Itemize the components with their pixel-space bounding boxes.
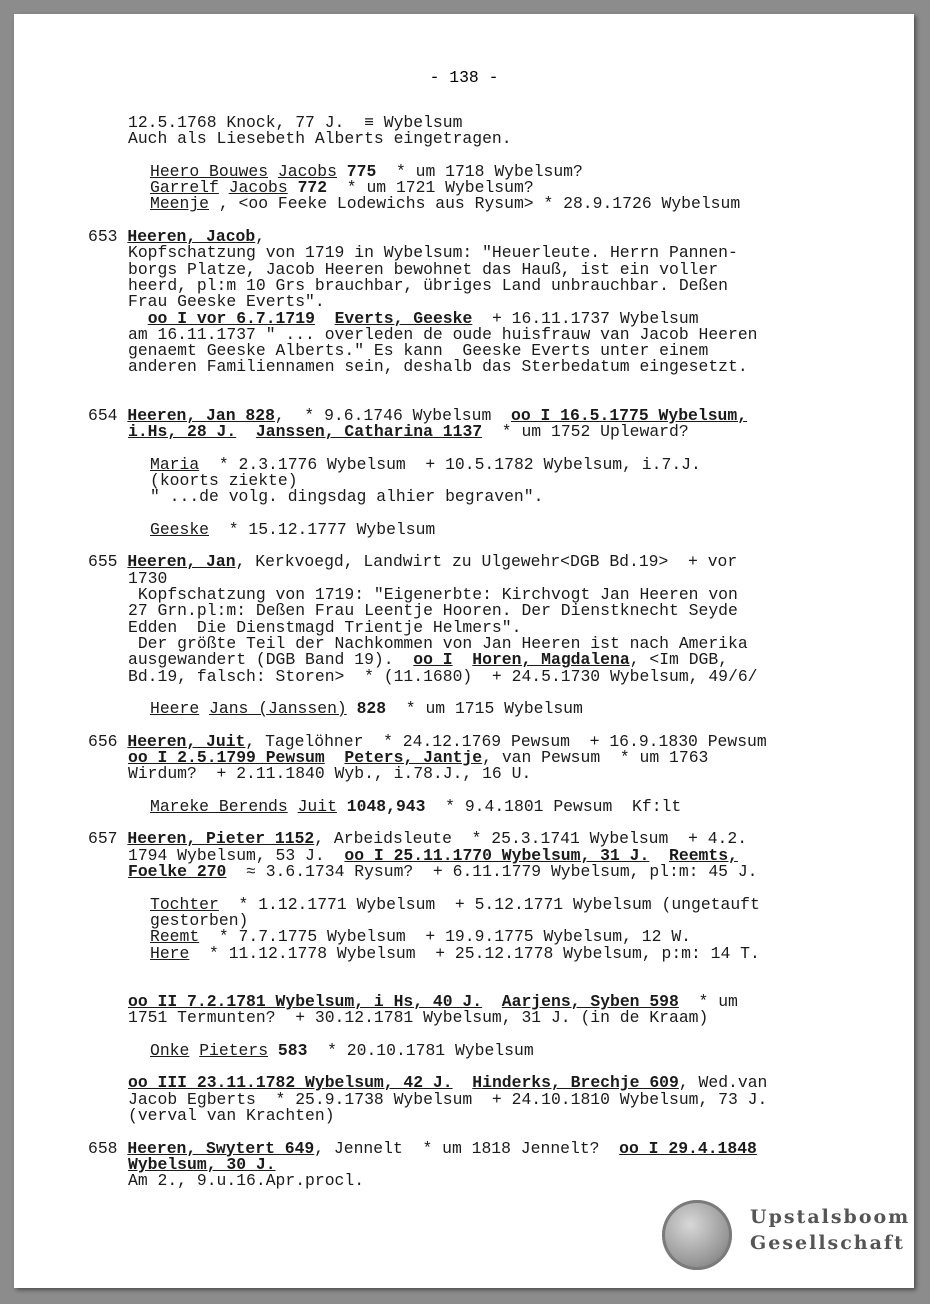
entry-656: 656 Heeren, Juit, Tagelöhner * 24.12.1769 Pewsum + 16.9.1830 Pewsum <box>88 731 767 751</box>
entry-654: 654 Heeren, Jan 828, * 9.6.1746 Wybelsum oo I 16.5.1775 Wybelsum, <box>88 405 748 425</box>
child-line: Tochter * 1.12.1771 Wybelsum + 5.12.1771 Wybelsum (ungetauft <box>150 894 760 914</box>
text-line: (verval van Krachten) <box>128 1105 335 1125</box>
child-line: Geeske * 15.12.1777 Wybelsum <box>150 519 436 539</box>
marriage-line: oo II 7.2.1781 Wybelsum, i Hs, 40 J. Aarjens, Syben 598 * um <box>128 991 738 1011</box>
marriage-line: oo III 23.11.1782 Wybelsum, 42 J. Hinderks, Brechje 609, Wed.van <box>128 1073 768 1093</box>
text-line: 1730 <box>128 568 168 588</box>
text-line: Der größte Teil der Nachkommen von Jan Heeren ist nach Amerika <box>128 633 748 653</box>
text-line: Jacob Egberts * 25.9.1738 Wybelsum + 24.10.1810 Wybelsum, 73 J. <box>128 1089 768 1109</box>
text-line: (koorts ziekte) <box>150 470 298 490</box>
entry-658: 658 Heeren, Swytert 649, Jennelt * um 1818 Jennelt? oo I 29.4.1848 <box>88 1138 757 1158</box>
entry-655: 655 Heeren, Jan, Kerkvoegd, Landwirt zu Ulgewehr<DGB Bd.19> + vor <box>88 552 738 572</box>
marriage-line: oo I vor 6.7.1719 Everts, Geeske + 16.11.1737 Wybelsum <box>147 308 699 328</box>
entry-657: 657 Heeren, Pieter 1152, Arbeidsleute * 25.3.1741 Wybelsum + 4.2. <box>88 829 748 849</box>
text-line: anderen Familiennamen sein, deshalb das Sterbedatum eingesetzt. <box>128 357 748 377</box>
text-line: Auch als Liesebeth Alberts eingetragen. <box>128 129 512 149</box>
logo-text <box>750 1204 910 1256</box>
child-line: Meenje , <oo Feeke Lodewichs aus Rysum> * 28.9.1726 Wybelsum <box>150 194 741 214</box>
child-line: Maria * 2.3.1776 Wybelsum + 10.5.1782 Wybelsum, i.7.J. <box>150 454 701 474</box>
text-line: heerd, pl:m 10 Grs brauchbar, übriges Land unbrauchbar. Deßen <box>128 275 728 295</box>
society-logo <box>662 1200 911 1276</box>
child-line: Garrelf Jacobs 772 * um 1721 Wybelsum? <box>150 178 534 198</box>
text-line: Wirdum? + 2.11.1840 Wyb., i.78.J., 16 U. <box>128 764 532 784</box>
entry-653: 653 Heeren, Jacob, <box>88 227 266 247</box>
seal-icon <box>662 1200 732 1270</box>
text-line: am 16.11.1737 " ... overleden de oude huisfrauw van Jacob Heeren <box>128 324 758 344</box>
child-line: Mareke Berends Juit 1048,943 * 9.4.1801 Pewsum Kf:lt <box>150 796 682 816</box>
text-line: borgs Platze, Jacob Heeren bewohnet das Hauß, ist ein voller <box>128 259 719 279</box>
logo-line-1: Upstalsboom <box>750 1206 911 1228</box>
text-line: 12.5.1768 Knock, 77 J. ≡ Wybelsum <box>128 113 463 132</box>
text-line: 1751 Termunten? + 30.12.1781 Wybelsum, 31 J. (in de Kraam) <box>128 1008 709 1028</box>
text-line: Kopfschatzung von 1719: "Eigenerbte: Kirchvogt Jan Heeren von <box>128 585 738 605</box>
text-line: Frau Geeske Everts". <box>128 292 325 312</box>
child-line: Heere Jans (Janssen) 828 * um 1715 Wybelsum <box>150 699 583 719</box>
text-line: Bd.19, falsch: Storen> * (11.1680) + 24.5.1730 Wybelsum, 49/6/ <box>128 666 758 686</box>
text-line: genaemt Geeske Alberts." Es kann Geeske Everts unter einem <box>128 341 709 361</box>
text-line: Am 2., 9.u.16.Apr.procl. <box>128 1171 365 1191</box>
text-line: Foelke 270 ≈ 3.6.1734 Rysum? + 6.11.1779 Wybelsum, pl:m: 45 J. <box>128 862 758 882</box>
text-line: gestorben) <box>150 910 249 930</box>
child-line: Onke Pieters 583 * 20.10.1781 Wybelsum <box>150 1040 534 1060</box>
text-line: " ...de volg. dingsdag alhier begraven". <box>150 487 544 507</box>
text-line: Kopfschatzung von 1719 in Wybelsum: "Heuerleute. Herrn Pannen- <box>128 243 738 263</box>
marriage-line: 1794 Wybelsum, 53 J. oo I 25.11.1770 Wybelsum, 31 J. Reemts, <box>128 845 738 865</box>
child-line: Here * 11.12.1778 Wybelsum + 25.12.1778 Wybelsum, p:m: 14 T. <box>150 943 760 963</box>
genealogy-text <box>88 69 898 1189</box>
child-line: Heero Bouwes Jacobs 775 * um 1718 Wybelsum? <box>150 161 583 181</box>
marriage-line: oo I 2.5.1799 Pewsum Peters, Jantje, van Pewsum * um 1763 <box>128 747 709 767</box>
document-page <box>14 14 914 1288</box>
child-line: Reemt * 7.7.1775 Wybelsum + 19.9.1775 Wybelsum, 12 W. <box>150 927 691 947</box>
marriage-line: ausgewandert (DGB Band 19). oo I Horen, Magdalena, <Im DGB, <box>128 650 729 670</box>
text-line: Edden Die Dienstmagd Trientje Helmers". <box>128 617 522 637</box>
marriage-line: i.Hs, 28 J. Janssen, Catharina 1137 * um 1752 Upleward? <box>128 422 689 442</box>
marriage-line: Wybelsum, 30 J. <box>128 1154 276 1174</box>
page-number: - 138 - <box>429 68 499 87</box>
text-line: 27 Grn.pl:m: Deßen Frau Leentje Hooren. Der Dienstknecht Seyde <box>128 601 738 621</box>
logo-line-2: Gesellschaft <box>750 1232 905 1254</box>
